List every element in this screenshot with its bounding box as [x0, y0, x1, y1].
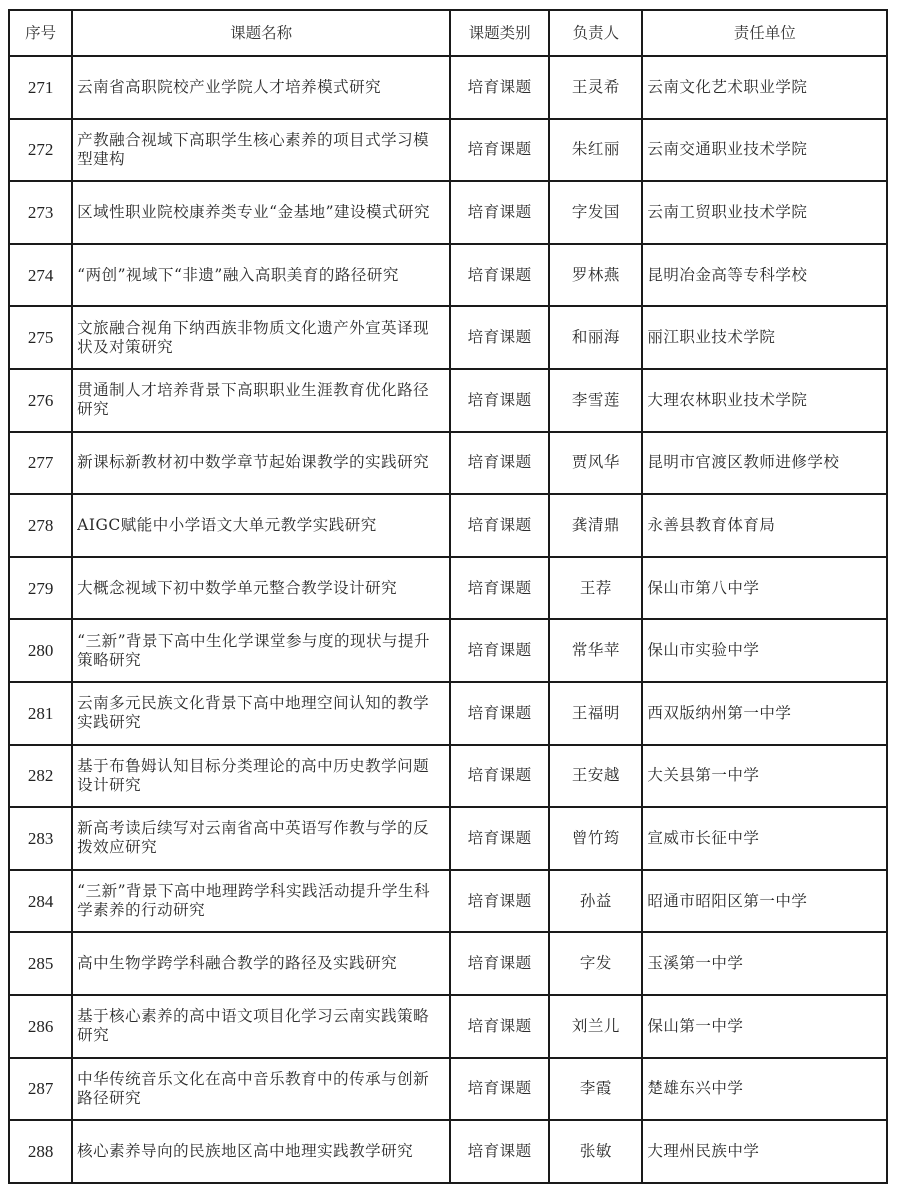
- cell-leader: 龚清鼎: [549, 494, 642, 557]
- cell-title: “三新”背景下高中地理跨学科实践活动提升学生科学素养的行动研究: [72, 870, 450, 933]
- cell-no: 277: [9, 432, 72, 495]
- cell-unit: 宣威市长征中学: [642, 807, 887, 870]
- cell-leader: 王安越: [549, 745, 642, 808]
- cell-no: 287: [9, 1058, 72, 1121]
- cell-unit: 丽江职业技术学院: [642, 306, 887, 369]
- cell-title: 文旅融合视角下纳西族非物质文化遗产外宣英译现状及对策研究: [72, 306, 450, 369]
- cell-title: 中华传统音乐文化在高中音乐教育中的传承与创新路径研究: [72, 1058, 450, 1121]
- header-leader: 负责人: [549, 10, 642, 56]
- cell-leader: 张敏: [549, 1120, 642, 1183]
- cell-leader: 王福明: [549, 682, 642, 745]
- cell-title: 区域性职业院校康养类专业“金基地”建设模式研究: [72, 181, 450, 244]
- project-list-table: [8, 9, 888, 1184]
- cell-unit: 云南工贸职业技术学院: [642, 181, 887, 244]
- table-row: [9, 56, 887, 119]
- cell-leader: 常华苹: [549, 619, 642, 682]
- header-title: 课题名称: [72, 10, 450, 56]
- cell-category: 培育课题: [450, 181, 549, 244]
- cell-category: 培育课题: [450, 557, 549, 620]
- cell-no: 286: [9, 995, 72, 1058]
- cell-category: 培育课题: [450, 1120, 549, 1183]
- table-body: [9, 56, 887, 1183]
- cell-leader: 和丽海: [549, 306, 642, 369]
- cell-unit: 云南交通职业技术学院: [642, 119, 887, 182]
- cell-unit: 云南文化艺术职业学院: [642, 56, 887, 119]
- table-row: [9, 306, 887, 369]
- cell-category: 培育课题: [450, 494, 549, 557]
- cell-title: AIGC赋能中小学语文大单元教学实践研究: [72, 494, 450, 557]
- cell-no: 275: [9, 306, 72, 369]
- cell-unit: 保山市第八中学: [642, 557, 887, 620]
- cell-no: 280: [9, 619, 72, 682]
- cell-category: 培育课题: [450, 306, 549, 369]
- table-row: [9, 870, 887, 933]
- cell-unit: 永善县教育体育局: [642, 494, 887, 557]
- cell-category: 培育课题: [450, 745, 549, 808]
- cell-unit: 保山市实验中学: [642, 619, 887, 682]
- cell-title: 基于布鲁姆认知目标分类理论的高中历史教学问题设计研究: [72, 745, 450, 808]
- cell-title: 贯通制人才培养背景下高职职业生涯教育优化路径研究: [72, 369, 450, 432]
- table-row: [9, 1120, 887, 1183]
- cell-leader: 孙益: [549, 870, 642, 933]
- table-row: [9, 1058, 887, 1121]
- cell-no: 272: [9, 119, 72, 182]
- cell-unit: 昆明市官渡区教师进修学校: [642, 432, 887, 495]
- cell-unit: 西双版纳州第一中学: [642, 682, 887, 745]
- cell-unit: 楚雄东兴中学: [642, 1058, 887, 1121]
- table-row: [9, 244, 887, 307]
- cell-no: 281: [9, 682, 72, 745]
- cell-leader: 李雪莲: [549, 369, 642, 432]
- table-row: [9, 494, 887, 557]
- table-header-row: [9, 10, 887, 56]
- cell-leader: 王灵希: [549, 56, 642, 119]
- cell-unit: 保山第一中学: [642, 995, 887, 1058]
- cell-unit: 大关县第一中学: [642, 745, 887, 808]
- cell-title: 基于核心素养的高中语文项目化学习云南实践策略研究: [72, 995, 450, 1058]
- header-no: 序号: [9, 10, 72, 56]
- cell-category: 培育课题: [450, 119, 549, 182]
- cell-title: 高中生物学跨学科融合教学的路径及实践研究: [72, 932, 450, 995]
- cell-category: 培育课题: [450, 995, 549, 1058]
- cell-category: 培育课题: [450, 56, 549, 119]
- cell-unit: 大理州民族中学: [642, 1120, 887, 1183]
- cell-leader: 李霞: [549, 1058, 642, 1121]
- cell-leader: 贾风华: [549, 432, 642, 495]
- table-row: [9, 181, 887, 244]
- cell-no: 276: [9, 369, 72, 432]
- cell-no: 271: [9, 56, 72, 119]
- cell-leader: 字发国: [549, 181, 642, 244]
- table-row: [9, 682, 887, 745]
- cell-leader: 朱红丽: [549, 119, 642, 182]
- header-unit: 责任单位: [642, 10, 887, 56]
- cell-title: “两创”视域下“非遗”融入高职美育的路径研究: [72, 244, 450, 307]
- cell-no: 282: [9, 745, 72, 808]
- cell-no: 279: [9, 557, 72, 620]
- cell-category: 培育课题: [450, 870, 549, 933]
- table-row: [9, 619, 887, 682]
- cell-category: 培育课题: [450, 807, 549, 870]
- cell-leader: 刘兰儿: [549, 995, 642, 1058]
- table-row: [9, 932, 887, 995]
- table-row: [9, 119, 887, 182]
- table-row: [9, 369, 887, 432]
- cell-category: 培育课题: [450, 682, 549, 745]
- header-category: 课题类别: [450, 10, 549, 56]
- table-row: [9, 432, 887, 495]
- cell-no: 273: [9, 181, 72, 244]
- cell-category: 培育课题: [450, 1058, 549, 1121]
- cell-title: 产教融合视域下高职学生核心素养的项目式学习模型建构: [72, 119, 450, 182]
- table-row: [9, 807, 887, 870]
- cell-unit: 昆明冶金高等专科学校: [642, 244, 887, 307]
- cell-no: 278: [9, 494, 72, 557]
- cell-no: 284: [9, 870, 72, 933]
- cell-title: 云南省高职院校产业学院人才培养模式研究: [72, 56, 450, 119]
- cell-leader: 罗林燕: [549, 244, 642, 307]
- cell-category: 培育课题: [450, 932, 549, 995]
- cell-unit: 昭通市昭阳区第一中学: [642, 870, 887, 933]
- cell-category: 培育课题: [450, 432, 549, 495]
- cell-no: 288: [9, 1120, 72, 1183]
- cell-category: 培育课题: [450, 244, 549, 307]
- cell-title: 新高考读后续写对云南省高中英语写作教与学的反拨效应研究: [72, 807, 450, 870]
- table-row: [9, 745, 887, 808]
- cell-unit: 大理农林职业技术学院: [642, 369, 887, 432]
- cell-leader: 曾竹筠: [549, 807, 642, 870]
- cell-no: 283: [9, 807, 72, 870]
- cell-title: “三新”背景下高中生化学课堂参与度的现状与提升策略研究: [72, 619, 450, 682]
- cell-leader: 王荐: [549, 557, 642, 620]
- cell-title: 大概念视域下初中数学单元整合教学设计研究: [72, 557, 450, 620]
- cell-title: 新课标新教材初中数学章节起始课教学的实践研究: [72, 432, 450, 495]
- cell-no: 285: [9, 932, 72, 995]
- table-row: [9, 995, 887, 1058]
- table-row: [9, 557, 887, 620]
- cell-category: 培育课题: [450, 619, 549, 682]
- cell-category: 培育课题: [450, 369, 549, 432]
- cell-title: 云南多元民族文化背景下高中地理空间认知的教学实践研究: [72, 682, 450, 745]
- cell-title: 核心素养导向的民族地区高中地理实践教学研究: [72, 1120, 450, 1183]
- cell-unit: 玉溪第一中学: [642, 932, 887, 995]
- cell-no: 274: [9, 244, 72, 307]
- cell-leader: 字发: [549, 932, 642, 995]
